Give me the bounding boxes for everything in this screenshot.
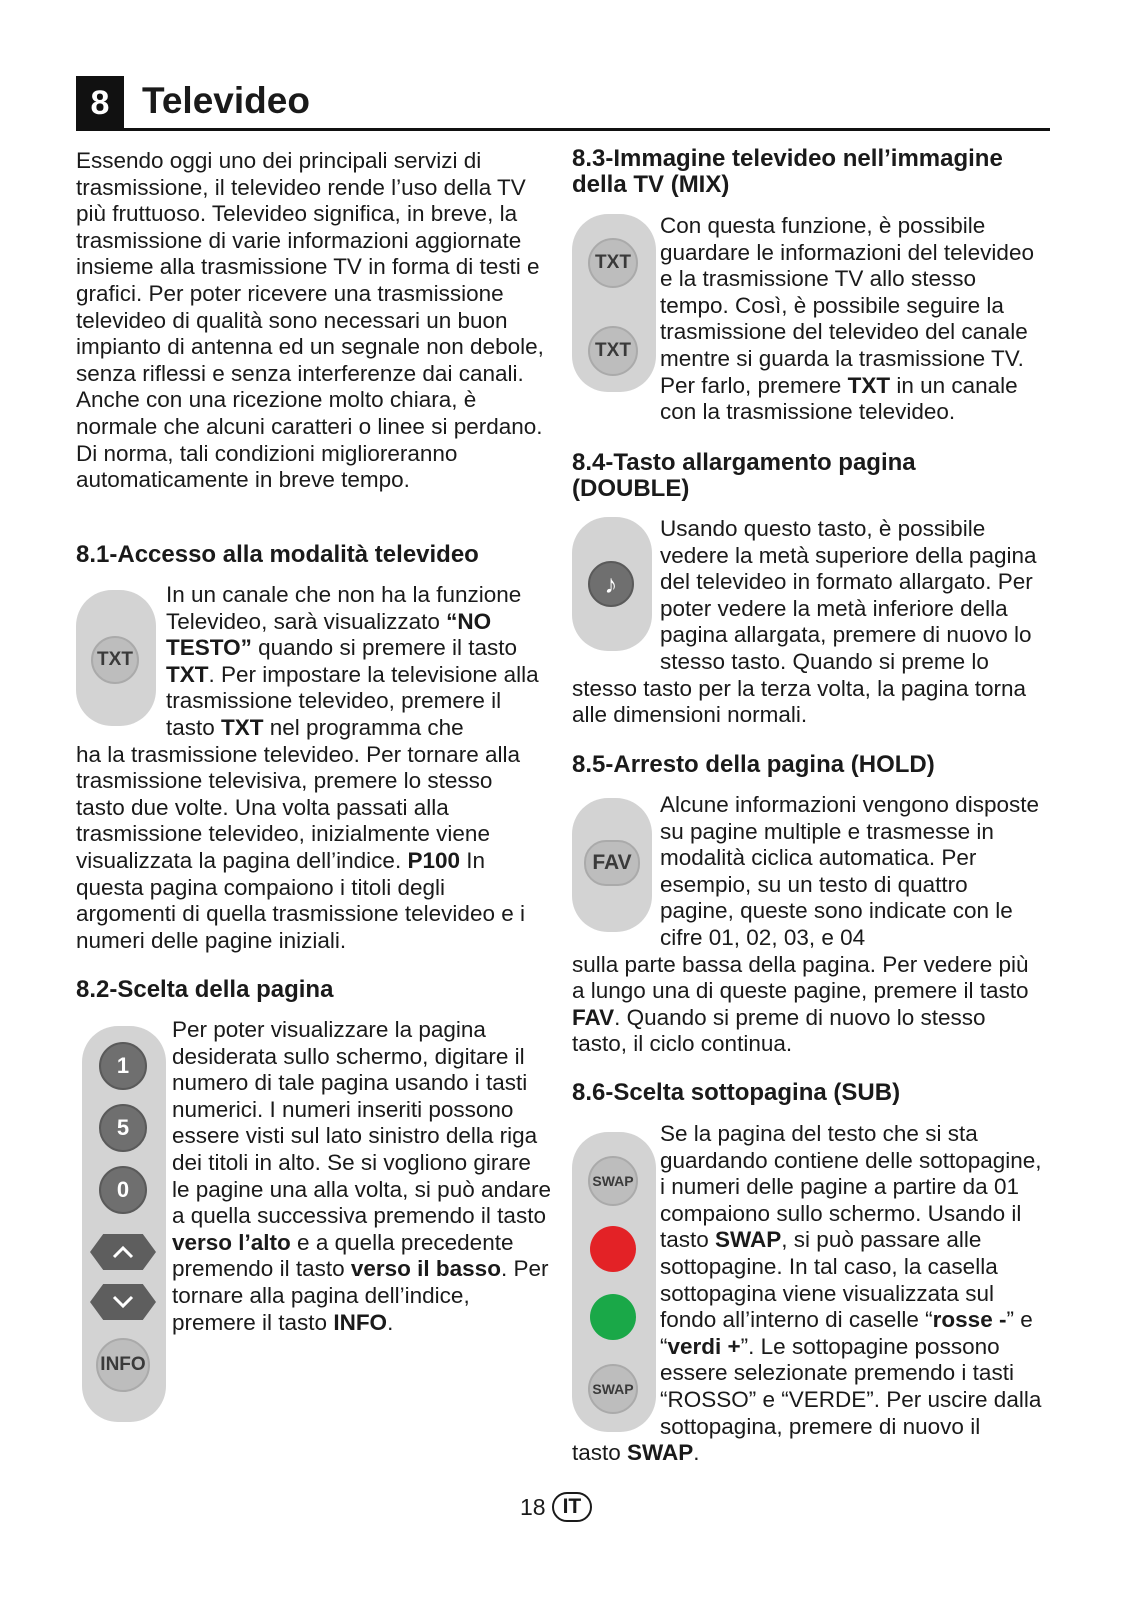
mix-remote-panel — [572, 214, 656, 392]
section-8-5-title: 8.5-Arresto della pagina (HOLD) — [572, 751, 935, 778]
page-footer — [520, 1492, 592, 1522]
chapter-title: Televideo — [142, 80, 310, 121]
txt-button-1: TXT — [588, 238, 638, 288]
header-rule — [76, 128, 1050, 131]
up-arrow-icon — [112, 1245, 134, 1259]
page-down-button — [90, 1284, 156, 1320]
intro-paragraph — [76, 148, 546, 494]
section-8-1-title: 8.1-Accesso alla modalità televideo — [76, 541, 479, 568]
section-8-4-title: 8.4-Tasto allargamento pagina (DOUBLE) — [572, 449, 916, 502]
page-number: 18 — [520, 1493, 546, 1520]
info-button: INFO — [96, 1338, 150, 1392]
section-8-2-text: Per poter visualizzare la pagina desiderata sullo schermo, digitare il numero di tale pagina usando i tasti numerici. I numeri inseriti possono essere visti sul lato sinistro della riga dei titoli in alto. Se si vogliono girare le pagine una alla volta, si può andare a quella successiva premendo il tasto verso l’alto e a quella precedente premendo il tasto verso il basso. Per tornare alla pagina dell’indice, premere il tasto INFO. — [172, 1017, 552, 1335]
section-8-3-text: Con questa funzione, è possibile guardare le informazioni del televideo e la trasmissione TV allo stesso tempo. Così, è possibile seguire la trasmissione del televideo del canale mentre si guarda la trasmissione TV. Per farlo, premere TXT in un canale con la trasmissione televideo. — [660, 213, 1034, 425]
digit-1-button: 1 — [99, 1042, 147, 1090]
digit-0-button: 0 — [99, 1166, 147, 1214]
page-up-button — [90, 1234, 156, 1270]
numeric-remote-panel — [82, 1026, 166, 1422]
down-arrow-icon — [112, 1295, 134, 1309]
section-8-2-title: 8.2-Scelta della pagina — [76, 976, 334, 1003]
section-8-3-title: 8.3-Immagine televideo nell’immagine della TV (MIX) — [572, 145, 1003, 198]
chapter-header — [76, 76, 1050, 130]
fav-button: FAV — [584, 840, 640, 886]
section-8-1-text: In un canale che non ha la funzione Televideo, sarà visualizzato “NO TESTO” quando si premere il tasto TXT. Per impostare la televisione alla trasmissione televideo, premere il tasto TXT nel programma che ha la trasmissione televideo. Per tornare alla trasmissione televisiva, premere lo stesso tasto due volte. Una volta passati alla trasmissione televideo, inizialmente viene visualizzata la pagina dell’indice. P100 In questa pagina compaiono i titoli degli argomenti di quella trasmissione televideo e i numeri delle pagine iniziali. — [76, 582, 539, 953]
section-8-6-text: Se la pagina del testo che si sta guardando contiene delle sottopagine, i numeri delle pagine a partire da 01 compaiono sullo schermo. Usando il tasto SWAP, si può passare alle sottopagine. In tal caso, la casella sottopagina viene visualizzata sul fondo all’interno di caselle “rosse -” e “verdi +”. Le sottopagine possono essere selezionate premendo i tasti “ROSSO” e “VERDE”. Per uscire dalla sottopagina, premere di nuovo il tasto SWAP. — [572, 1121, 1042, 1466]
section-8-5-text: Alcune informazioni vengono disposte su pagine multiple e trasmesse in modalità ciclica automatica. Per esempio, su un testo di quattro pagine, queste sono indicate con le cifre 01, 02, 03, e 04 sulla parte bassa della pagina. Per vedere più a lungo una di queste pagine, premere il tasto FAV. Quando si preme di nuovo lo stesso tasto, il ciclo continua. — [572, 792, 1039, 1057]
language-badge: IT — [552, 1492, 593, 1522]
digit-5-button: 5 — [99, 1104, 147, 1152]
txt-button-2: TXT — [588, 326, 638, 376]
swap-button-1: SWAP — [588, 1156, 638, 1206]
swap-button-2: SWAP — [588, 1364, 638, 1414]
txt-button: TXT — [91, 636, 139, 684]
section-8-6-title: 8.6-Scelta sottopagina (SUB) — [572, 1079, 901, 1106]
intro-text: Essendo oggi uno dei principali servizi di trasmissione, il televideo rende l’uso della TV più fruttuoso. Televideo significa, in breve, la trasmissione di varie informazioni aggiornate insieme alla trasmissione TV in forma di testi e grafici. Per poter ricevere una trasmissione televideo di qualità sono necessari un buon impianto di antenna ed un segnale non debole, senza riflessi e senza interferenze dai canali. Anche con una ricezione molto chiara, è normale che alcuni caratteri o linee si perdano. Di norma, tali condizioni miglioreranno automaticamente in breve tempo. — [76, 148, 544, 493]
music-note-icon: ♪ — [588, 561, 634, 607]
chapter-number: 8 — [76, 76, 124, 130]
section-8-4-text: Usando questo tasto, è possibile vedere la metà superiore della pagina del televideo in formato allargato. Per poter vedere la metà inferiore della pagina allargata, premere di nuovo lo stesso tasto. Quando si preme lo stesso tasto per la terza volta, la pagina torna alle dimensioni normali. — [572, 516, 1037, 728]
